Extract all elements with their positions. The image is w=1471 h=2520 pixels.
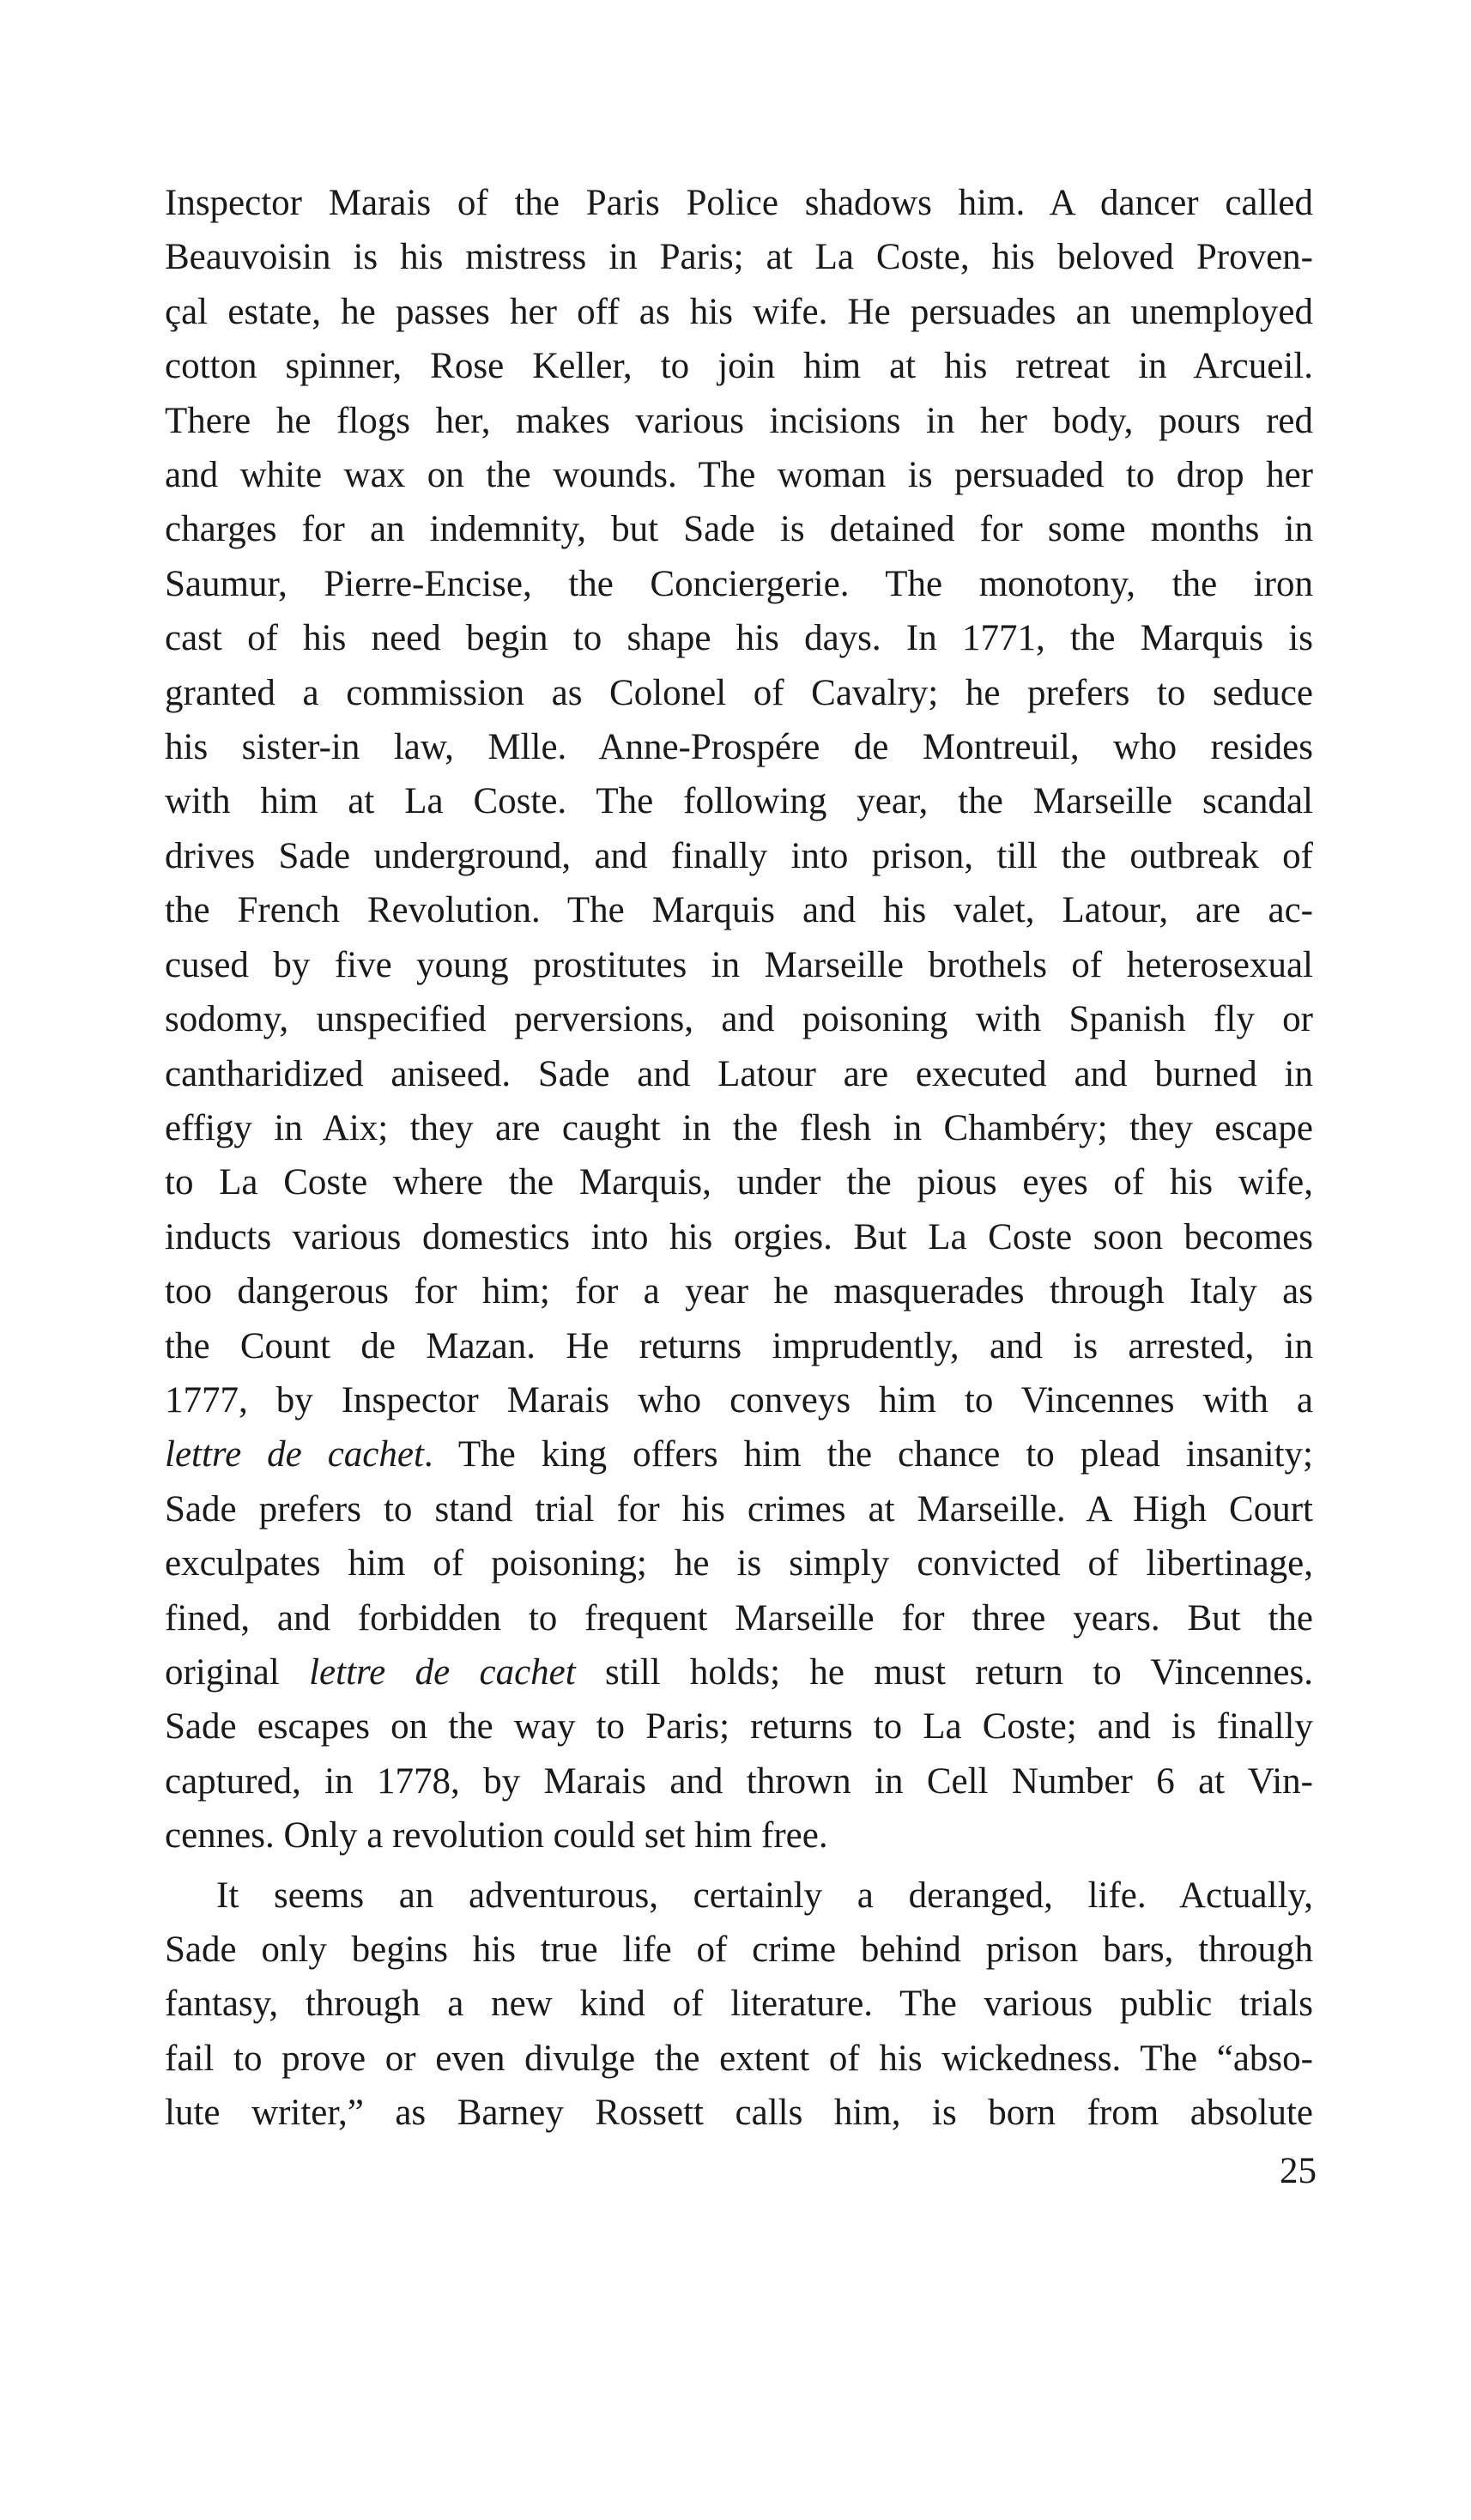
text-line: Beauvoisin is his mistress in Paris; at La Coste, his beloved Proven- bbox=[165, 237, 1313, 278]
text-fragment: still holds; he must return to Vincennes. bbox=[575, 1651, 1313, 1693]
text-line: his sister-in law, Mlle. Anne-Prospére de Montreuil, who resides bbox=[165, 727, 1313, 768]
text-line: drives Sade underground, and finally into prison, till the outbreak of bbox=[165, 835, 1313, 876]
text-line: effigy in Aix; they are caught in the flesh in Chambéry; they escape bbox=[165, 1107, 1313, 1148]
text-line: too dangerous for him; for a year he masquerades through Italy as bbox=[165, 1271, 1313, 1312]
text-line: Sade only begins his true life of crime behind prison bars, through bbox=[165, 1929, 1313, 1970]
text-line: It seems an adventurous, certainly a deranged, life. Actually, bbox=[216, 1875, 1313, 1916]
text-line: fined, and forbidden to frequent Marseille for three years. But the bbox=[165, 1597, 1313, 1639]
text-line: the French Revolution. The Marquis and his valet, Latour, are ac- bbox=[165, 890, 1313, 931]
text-line: cantharidized aniseed. Sade and Latour are executed and burned in bbox=[165, 1053, 1313, 1094]
text-line: and white wax on the wounds. The woman is persuaded to drop her bbox=[165, 455, 1313, 496]
text-line: Inspector Marais of the Paris Police shadows him. A dancer called bbox=[165, 183, 1313, 223]
body-text bbox=[165, 176, 1313, 2141]
paragraph-1 bbox=[165, 176, 1313, 1863]
text-line: sodomy, unspecified perversions, and poisoning with Spanish fly or bbox=[165, 999, 1313, 1040]
page-number: 25 bbox=[1280, 2151, 1317, 2191]
text-line: the Count de Mazan. He returns imprudently, and is arrested, in bbox=[165, 1325, 1313, 1366]
text-line-with-italic bbox=[165, 1427, 1313, 1481]
text-line: Sade prefers to stand trial for his crimes at Marseille. A High Court bbox=[165, 1488, 1313, 1530]
text-fragment: original bbox=[165, 1651, 310, 1693]
text-line: There he flogs her, makes various incisions in her body, pours red bbox=[165, 400, 1313, 441]
text-line: cused by five young prostitutes in Marseille brothels of heterosexual bbox=[165, 944, 1313, 985]
text-line: granted a commission as Colonel of Cavalry; he prefers to seduce bbox=[165, 672, 1313, 713]
text-line: lute writer,” as Barney Rossett calls him, is born from absolute bbox=[165, 2093, 1313, 2134]
text-line: fantasy, through a new kind of literature. The various public trials bbox=[165, 1984, 1313, 2025]
text-line: Sade escapes on the way to Paris; returns to La Coste; and is finally bbox=[165, 1706, 1313, 1748]
text-line: with him at La Coste. The following year, the Marseille scandal bbox=[165, 781, 1313, 822]
text-line-with-italic bbox=[165, 1645, 1313, 1699]
text-fragment: . The king offers him the chance to plead insanity; bbox=[423, 1434, 1313, 1475]
text-line: çal estate, he passes her off as his wife. He persuades an unemployed bbox=[165, 291, 1313, 332]
text-line: exculpates him of poisoning; he is simply convicted of libertinage, bbox=[165, 1543, 1313, 1584]
text-line: fail to prove or even divulge the extent of his wickedness. The “abso- bbox=[165, 2038, 1313, 2079]
text-line: cennes. Only a revolution could set him free. bbox=[165, 1815, 828, 1857]
text-line: Saumur, Pierre-Encise, the Conciergerie. The monotony, the iron bbox=[165, 563, 1313, 604]
text-line: inducts various domestics into his orgies. But La Coste soon becomes bbox=[165, 1216, 1313, 1257]
text-line: captured, in 1778, by Marais and thrown in Cell Number 6 at Vin- bbox=[165, 1760, 1313, 1802]
text-line: cast of his need begin to shape his days. In 1771, the Marquis is bbox=[165, 618, 1313, 659]
paragraph-2 bbox=[165, 1869, 1313, 2141]
text-line: charges for an indemnity, but Sade is detained for some months in bbox=[165, 509, 1313, 550]
text-line: to La Coste where the Marquis, under the pious eyes of his wife, bbox=[165, 1162, 1313, 1203]
italic-phrase: lettre de cachet bbox=[165, 1434, 424, 1475]
text-line: 1777, by Inspector Marais who conveys him to Vincennes with a bbox=[165, 1379, 1313, 1421]
text-line: cotton spinner, Rose Keller, to join him at his retreat in Arcueil. bbox=[165, 346, 1313, 387]
italic-phrase: lettre de cachet bbox=[309, 1651, 576, 1693]
